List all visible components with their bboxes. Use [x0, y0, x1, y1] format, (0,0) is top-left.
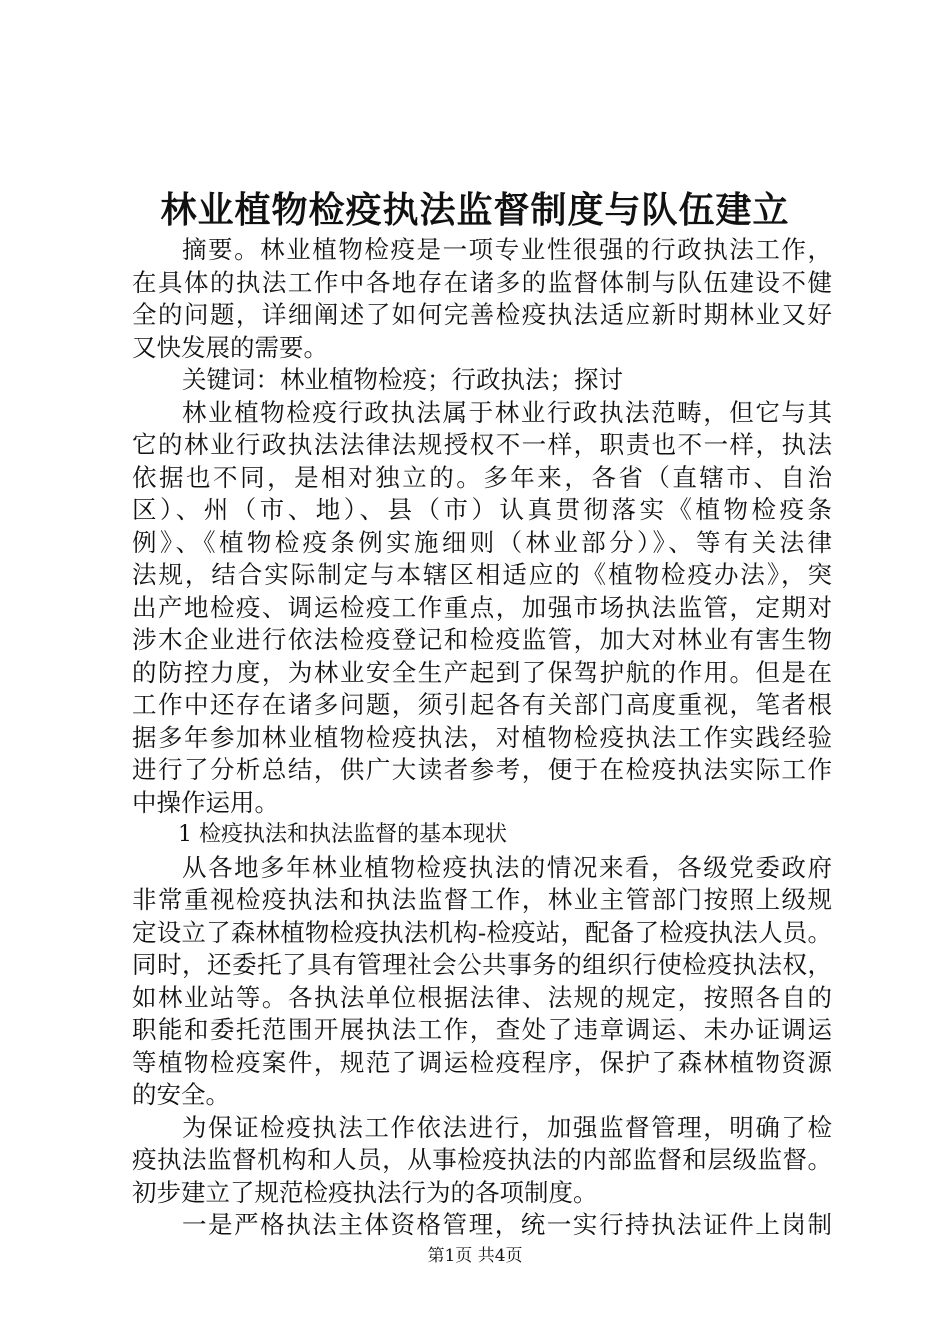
text-line: 全的问题，详细阐述了如何完善检疫执法适应新时期林业又好 — [132, 300, 832, 329]
text-line: 进行了分析总结，供广大读者参考，便于在检疫执法实际工作 — [132, 755, 832, 784]
document-title: 林业植物检疫执法监督制度与队伍建立 — [160, 189, 790, 231]
page-footer: 第1页 共4页 — [427, 1246, 523, 1266]
text-line: 摘要。林业植物检疫是一项专业性很强的行政执法工作， — [182, 235, 832, 264]
text-line: 在具体的执法工作中各地存在诸多的监督体制与队伍建设不健 — [132, 267, 832, 297]
text-line: 出产地检疫、调运检疫工作重点，加强市场执法监管，定期对 — [132, 592, 832, 622]
text-line: 的防控力度，为林业安全生产起到了保驾护航的作用。但是在 — [132, 657, 832, 687]
text-line: 初步建立了规范检疫执法行为的各项制度。 — [132, 1177, 598, 1207]
text-line: 的安全。 — [132, 1080, 230, 1109]
text-line: 如林业站等。各执法单位根据法律、法规的规定，按照各自的 — [132, 982, 832, 1012]
text-line: 一是严格执法主体资格管理，统一实行持执法证件上岗制 — [182, 1210, 832, 1239]
text-line: 例》、《植物检疫条例实施细则（林业部分）》、等有关法律 — [132, 527, 832, 557]
text-line: 据多年参加林业植物检疫执法，对植物检疫执法工作实践经验 — [132, 722, 832, 752]
text-line: 非常重视检疫执法和执法监督工作，林业主管部门按照上级规 — [132, 885, 832, 914]
text-line: 从各地多年林业植物检疫执法的情况来看，各级党委政府 — [182, 852, 832, 882]
text-line: 疫执法监督机构和人员，从事检疫执法的内部监督和层级监督。 — [132, 1145, 832, 1174]
text-line: 它的林业行政执法法律法规授权不一样，职责也不一样，执法 — [132, 430, 832, 459]
text-line: 中操作运用。 — [132, 787, 279, 817]
text-line: 工作中还存在诸多问题，须引起各有关部门高度重视，笔者根 — [132, 690, 832, 719]
text-line: 依据也不同，是相对独立的。多年来，各省（直辖市、自治 — [132, 462, 832, 492]
text-line: 为保证检疫执法工作依法进行，加强监督管理，明确了检 — [182, 1112, 832, 1142]
section-heading: 1 检疫执法和执法监督的基本现状 — [178, 822, 507, 847]
text-line: 职能和委托范围开展执法工作，查处了违章调运、未办证调运 — [132, 1015, 832, 1044]
text-line: 关键词：林业植物检疫；行政执法；探讨 — [182, 365, 623, 394]
text-line: 同时，还委托了具有管理社会公共事务的组织行使检疫执法权， — [132, 950, 832, 979]
text-line: 定设立了森林植物检疫执法机构-检疫站，配备了检疫执法人员。 — [132, 917, 832, 947]
text-line: 又快发展的需要。 — [132, 332, 328, 362]
text-line: 区）、州（市、地）、县（市）认真贯彻落实《植物检疫条 — [132, 495, 832, 524]
text-line: 等植物检疫案件，规范了调运检疫程序，保护了森林植物资源 — [132, 1047, 832, 1077]
text-line: 涉木企业进行依法检疫登记和检疫监管，加大对林业有害生物 — [132, 625, 832, 654]
text-line: 林业植物检疫行政执法属于林业行政执法范畴，但它与其 — [182, 397, 832, 427]
document-body — [132, 234, 832, 1242]
text-line: 法规，结合实际制定与本辖区相适应的《植物检疫办法》，突 — [132, 560, 832, 589]
